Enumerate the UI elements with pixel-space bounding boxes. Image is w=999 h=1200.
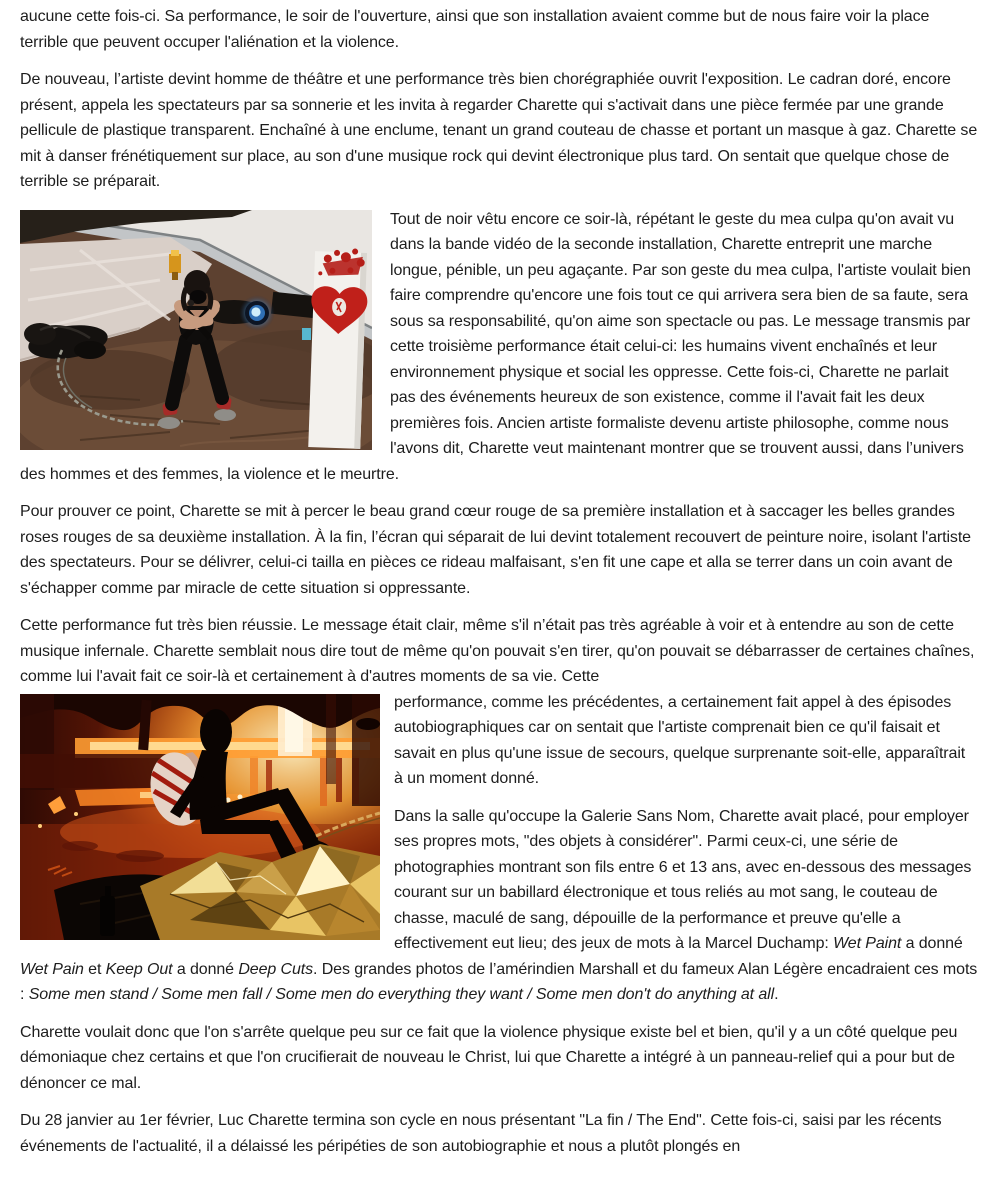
titre-deep-cuts: Deep Cuts	[238, 960, 314, 978]
titre-wet-paint: Wet Paint	[833, 935, 902, 952]
section-photo-fire	[20, 690, 978, 1008]
paragraph-coeur-perce: Pour prouver ce point, Charette se mit à percer le beau grand cœur rouge de sa première installation et à saccager les belles grandes roses rouges de sa deuxième installation. À la fin, l’écran qui séparait de lui devint totalement recouvert de peinture noire, isolant l'artiste des spectateurs. Pour se délivrer, celui-ci tailla en pièces ce rideau malfaisant, s'en fit une cape et alla se terrer dans un coin avant de s'échapper comme par miracle de cette situation si oppressante.	[20, 503, 971, 597]
paragraph-mea-culpa: Tout de noir vêtu encore ce soir-là, répétant le geste du mea culpa qu'on avait vu dans la bande vidéo de la seconde installation, Charette entreprit une marche longue, pénible, un peu agaçante. Par son geste du mea culpa, l'artiste voulait bien faire comprendre qu'encore une fois tout ce qui arrivera sera bien de sa faute, sera sous sa responsabilité, qu'on aime son spectacle ou pas. Le message transmis par cette troisième performance était celui-ci: les humains vivent enchaînés et leur environnement physique et social les oppresse. Cette fois-ci, Charette ne parlait pas des événements heureux de son existence, comme il l'avait fait les deux premières fois. Ancien artiste formaliste devenu artiste philosophe, comme nous l'avons dit, Charette veut maintenant montrer que se trouvent aussi, dans l’univers des hommes et des femmes, la violence et le meurtre.	[20, 210, 971, 483]
paragraph-galerie-sans-nom: Dans la salle qu'occupe la Galerie Sans Nom, Charette avait placé, pour employer ses propres mots, "des objets à considérer". Parmi ceux-ci, une série de photographies montrant son fils entre 6 et 13 ans, avec en-dessous des messages courant sur un babillard électronique et tous reliés au mot sang, le couteau de chasse, maculé de sang, dépouille de la performance et preuve qu'elle a effectivement eut lieu; des jeux de mots à la Marcel Duchamp: Wet Paint a donné Wet Pain et Keep Out a donné Deep Cuts. Des grandes photos de l’amérindien Marshall et du fameux Alan Légère encadraient ces mots : Some men stand / Some men fall / Some men do everything they want / Some men don't do anything at all.	[20, 807, 978, 1003]
paragraph-la-fin: Du 28 janvier au 1er février, Luc Charette termina son cycle en nous présentant "La fin / The End". Cette fois-ci, saisi par les récents événements de l'actualité, il a délaissé les péripéties de son autobiographie et nous a plutôt plongés en	[20, 1112, 942, 1155]
section-photo-gasmask	[20, 207, 978, 488]
photo-gas-mask-art	[20, 210, 372, 450]
blue-can	[302, 328, 311, 340]
titre-keep-out: Keep Out	[105, 960, 173, 978]
paragraph-intro: aucune cette fois-ci. Sa performance, le soir de l'ouverture, ainsi que son installation avaient comme but de nous faire voir la place terrible que peuvent occuper l'aliénation et la violence.	[20, 8, 930, 51]
citation-some-men: Some men stand / Some men fall / Some men do everything they want / Some men don't do anything at all	[28, 986, 775, 1003]
paragraph-autobiographique: performance, comme les précédentes, a certainement fait appel à des épisodes autobiographiques car on sentait que l'artiste comprenait bien ce qu'il faisait et savait en plus qu'une issue de secours, quelque surprenante soit-elle, apparaîtrait à un moment donné.	[394, 693, 966, 787]
blue-spotlight	[239, 295, 275, 331]
paragraph-violence-physique: Charette voulait donc que l'on s'arrête quelque peu sur ce fait que la violence physique existe bel et bien, qu'il y a un côté quelque peu démoniaque chez certains et que l'on crucifierait de nouveau le Christ, lui que Charette a intégré à un panneau-relief qui a pour but de dénoncer ce mal.	[20, 1023, 958, 1092]
heart-banner	[306, 247, 369, 449]
paragraph-ouverture: De nouveau, l’artiste devint homme de théâtre et une performance très bien chorégraphiée ouvrit l'exposition. Le cadran doré, encore présent, appela les spectateurs par sa sonnerie et les invita à regarder Charette qui s'activait dans une pièce fermée par une grande pellicule de plastique transparent. Enchaîné à une enclume, tenant un grand couteau de chasse et portant un masque à gaz. Charette se mit à danser frénétiquement sur place, au son d'une musique rock qui devint électronique plus tard. On sentait que quelque chose de terrible se préparait.	[20, 71, 978, 190]
titre-wet-pain: Wet Pain	[20, 960, 84, 978]
photo-gas-mask-performance	[20, 210, 372, 450]
photo-fire-performance	[20, 694, 380, 940]
galerie-text-run: Dans la salle qu'occupe la Galerie Sans Nom, Charette avait placé, pour employer ses propres mots, "des objets à considérer". Parmi ceux-ci, une série de photographies montrant son fils entre 6 et 13 ans, avec en-dessous des messages courant sur un babillard électronique et tous reliés au mot sang, le couteau de chasse, maculé de sang, dépouille de la performance et preuve qu'elle a effectivement eut lieu; des jeux de mots à la Marcel Duchamp:	[394, 807, 972, 952]
photo-fire-art	[20, 694, 380, 940]
paragraph-reussite: Cette performance fut très bien réussie. Le message était clair, même s'il n’était pas très agréable à voir et à entendre au son de cette musique infernale. Charette semblait nous dire tout de même qu'on pouvait s'en tirer, qu'on pouvait se débarrasser de certaines chaînes, comme lui l'avait fait ce soir-là et certainement à d'autres moments de sa vie. Cette	[20, 617, 975, 685]
